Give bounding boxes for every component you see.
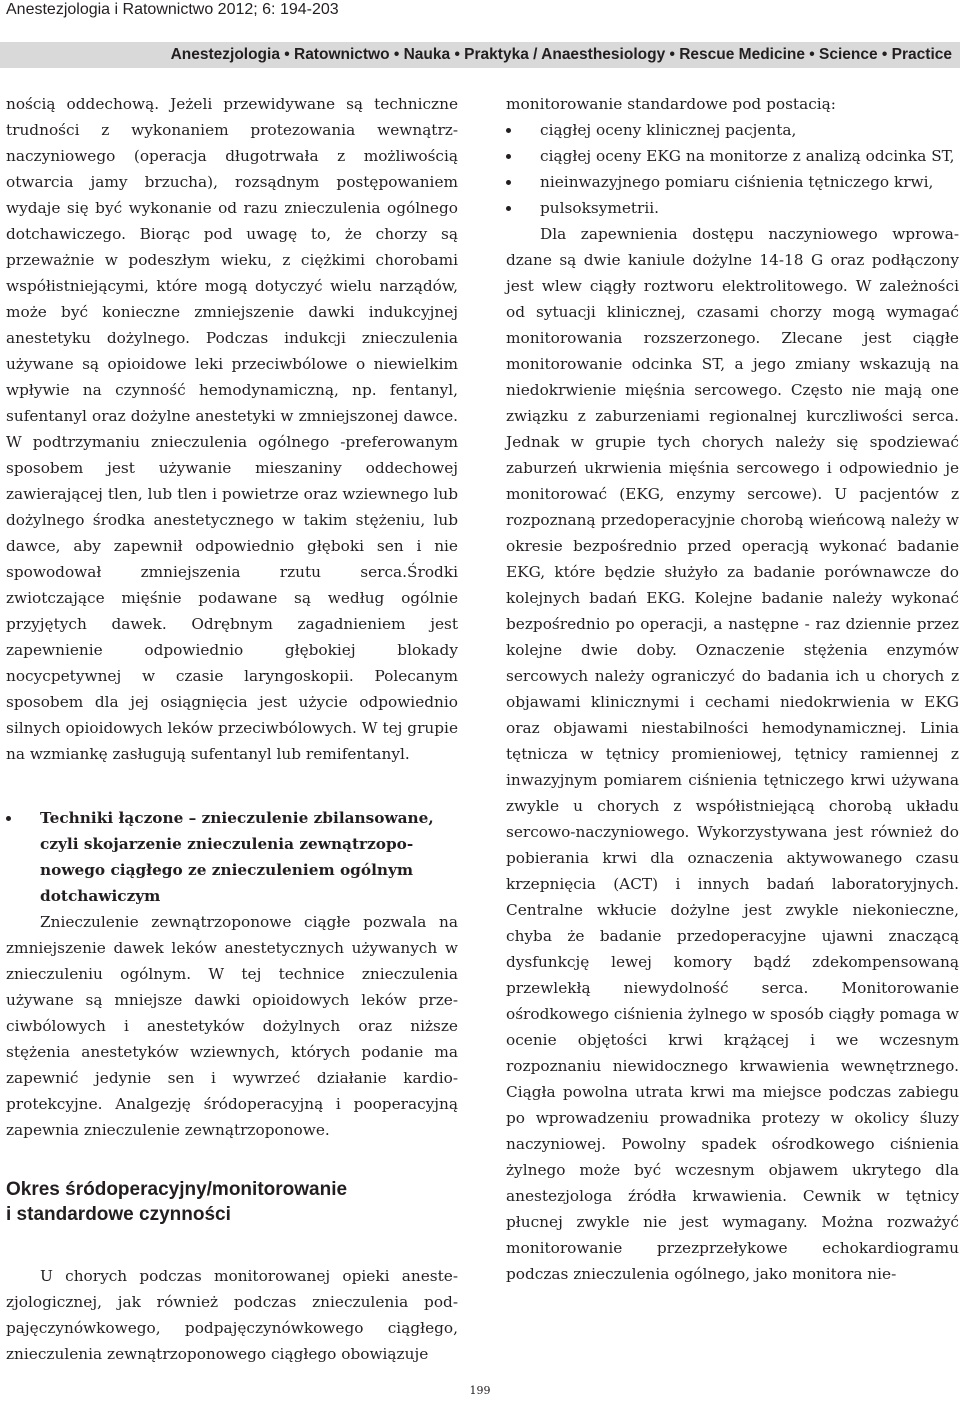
section-paragraph: U chorych podczas monitorowanej opieki anestezjologicznej, jak również podczas znieczulenia podpajęczynówkowego, podpajęczynówkowego ciągłego, znieczulenia zewnątrzoponowego ciągłego obowiązuje — [6, 1267, 458, 1363]
bullet-dot-icon — [506, 128, 511, 133]
monitoring-list-item — [506, 169, 959, 195]
bullet-dot-icon — [506, 180, 511, 185]
techniques-bullet-body: Znieczulenie zewnątrzoponowe ciągłe pozwala na zmniejszenie dawek leków anestetycznych używanych w znieczuleniu ogólnym. W tej technice znieczulenia używane są mniejsze dawki opioidowych leków przeciwbólowych i anestetyków dożylnych oraz niższe stężenia anestetyków wziewnych, których podanie ma zapewnić jedynie sen i wywrzeć działanie kardioprotekcyjne. Analgezję śródoperacyjną i pooperacyjną zapewnia znieczulenie zewnątrzoponowe. — [6, 913, 458, 1139]
right-column — [506, 91, 959, 1287]
monitoring-intro: monitorowanie standardowe pod postacią: — [506, 95, 836, 113]
monitoring-list-item-text: ciągłej oceny klinicznej pacjenta, — [540, 121, 797, 139]
monitoring-list-item-text: pulsoksymetrii. — [540, 199, 660, 217]
journal-header-band — [0, 42, 960, 68]
left-paragraph-1: nością oddechową. Jeżeli przewidywane są techniczne trudności z wykonaniem protezowania wewnątrznaczyniowego (operacja długotrwała z możliwością otwarcia jamy brzucha), rozsądnym postępowaniem wydaje się być wykonanie od razu znieczulenia ogólnego dotchawiczego. Biorąc pod uwagę to, że chorzy są przeważnie w podeszłym wieku, z ciężkimi chorobami współistniejącymi, które mogą dotyczyć wielu narządów, może być konieczne zmniejszenie dawki indukcyjnej anestetyku dożylnego. Podczas indukcji znieczulenia używane są opioidowe leki przeciwbólowe o niewielkim wpływie na czynność hemodynamiczną, np. fentanyl, sufentanyl oraz dożylne anestetyki w zmniejszonej dawce. W podtrzymaniu znieczulenia ogólnego -preferowanym sposobem jest używanie mieszaniny oddechowej zawierającej tlen, lub tlen i powietrze oraz wziewnego lub dożylnego środka anestetycznego w takim stężeniu, lub dawce, aby zapewnił odpowiednio głęboki sen i nie spowodował zmniejszenia rzutu serca.Środki zwiotczające mięśnie podawane są według ogólnie przyjętych dawek. Odrębnym zagadnieniem jest zapewnienie odpowiednio głębokiej blokady nocycpetywnej w czasie laryngoskopii. Polecanym sposobem dla jej osiągnięcia jest użycie odpowiednio silnych opioidowych leków przeciwbólowych. W tej grupie na wzmiankę zasługują sufentanyl lub remifentanyl. — [6, 95, 458, 763]
techniques-bullet-heading-text: Techniki łączone – znieczulenie zbilansowane, czyli skojarzenie znieczulenia zewnątrzoponowego ciągłego ze znieczuleniem ogólnym dotchawiczym — [40, 809, 434, 905]
bullet-dot-icon — [6, 816, 11, 821]
section-heading-line-2: i standardowe czynności — [6, 1204, 231, 1225]
journal-reference: Anestezjologia i Ratownictwo 2012; 6: 194-203 — [6, 1, 339, 18]
section-heading-line-1: Okres śródoperacyjny/monitorowanie — [6, 1179, 348, 1200]
right-paragraph: Dla zapewnienia dostępu naczyniowego wprowadzane są dwie kaniule dożylne 14-18 G oraz podłączony jest wlew ciągły roztworu elektrolitowego. W zależności od sytuacji klinicznej, czasami chorzy mogą wymagać monitorowania rozszerzonego. Zlecane jest ciągłe monitorowanie odcinka ST, a jego zmiany wskazują na niedokrwienie mięśnia sercowego. Często nie mają one związku z zaburzeniami regionalnej kurczliwości serca. Jednak w grupie tych chorych należy się spodziewać zaburzeń ukrwienia mięśnia sercowego i odpowiednio je monitorować (EKG, enzymy sercowe). U pacjentów z rozpoznaną przedoperacyjnie chorobą wieńcową należy w okresie bezpośrednio przed operacją wykonać badanie EKG, które będzie służyło za badanie porównawcze do kolejnych badań EKG. Kolejne badanie należy wykonać bezpośrednio po operacji, a następne - raz dziennie przez kolejne dwie doby. Oznaczenie stężenia enzymów sercowych należy ograniczyć do badania ich u chorych z objawami klinicznymi i cechami niedokrwienia w EKG oraz objawami niestabilności hemodynamicznej. Linia tętnicza w tętnicy promieniowej, tętnicy ramiennej z inwazyjnym pomiarem ciśnienia tętniczego krwi używana zwykle u chorych z współistniejącą chorobą układu sercowo-naczyniowego. Wykorzystywana jest również do pobierania krwi dla oznaczenia aktywowanego czasu krzepnięcia (ACT) i innych badań laboratoryjnych. Centralne wkłucie dożylne jest zwykle niekonieczne, chyba że badanie przedoperacyjne ujawni znaczącą dysfunkcję lewej komory bądź zdekompensowaną przewlekłą niewydolność serca. Monitorowanie ośrodkowego ciśnienia żylnego w sposób ciągły pomaga w ocenie objętości krwi krążącej i we wczesnym rozpoznaniu niewidocznego krwawienia wewnętrznego. Ciągła powolna utrata krwi ma miejsce podczas zabiegu po wprowadzeniu prowadnika protezy w okolicy śluzy naczyniowej. Powolny spadek ośrodkowego ciśnienia żylnego może być wczesnym objawem ukrytego dla anestezjologa źródła krwawienia. Cewnik w tętnicy płucnej zwykle nie jest wymagany. Można rozważyć monitorowanie przezprzełykowe echokardiogramu podczas znieczulenia ogólnego, jako monitora nie- — [506, 225, 959, 1283]
journal-header-text: Anestezjologia • Ratownictwo • Nauka • Praktyka / Anaesthesiology • Rescue Medicine • Science • Practice — [170, 46, 952, 63]
techniques-bullet-heading — [6, 805, 458, 909]
bullet-dot-icon — [506, 206, 511, 211]
monitoring-list — [506, 117, 959, 221]
left-column — [6, 91, 458, 1367]
bullet-dot-icon — [506, 154, 511, 159]
techniques-bullet — [6, 805, 458, 1143]
monitoring-list-item — [506, 195, 959, 221]
monitoring-list-item — [506, 143, 959, 169]
monitoring-list-item-text: nieinwazyjnego pomiaru ciśnienia tętniczego krwi, — [540, 173, 934, 191]
section-heading — [6, 1177, 458, 1227]
monitoring-list-item — [506, 117, 959, 143]
page-number: 199 — [469, 1384, 491, 1397]
monitoring-list-item-text: ciągłej oceny EKG na monitorze z analizą odcinka ST, — [540, 147, 955, 165]
